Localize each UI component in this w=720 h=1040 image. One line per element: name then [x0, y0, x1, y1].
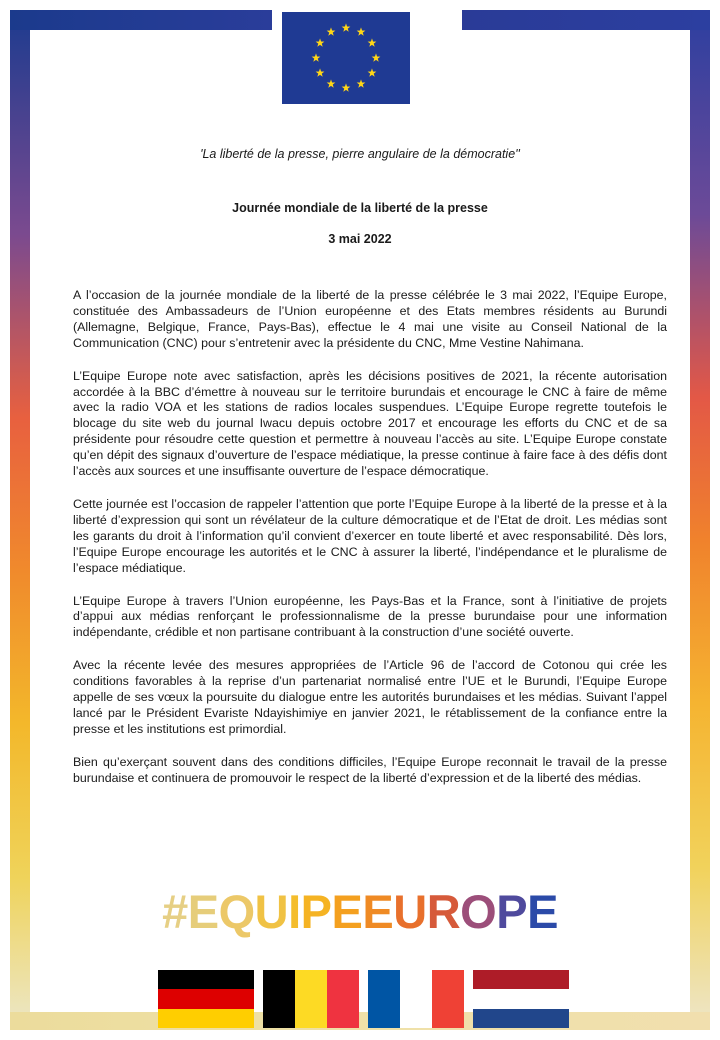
- paragraph: L’Equipe Europe note avec satisfaction, après les décisions positives de 2021, la récente autorisation accordée à la BBC d’émettre à nouveau sur le territoire burundais et encourage le CNC à faire de même avec la radio VOA et les stations de radios locales suspendues. L’Equipe Europe regrette toutefois le blocage du site web du journal Iwacu depuis octobre 2017 et encourage les efforts du CNC et de sa présidente pour résoudre cette question et permettre à nouveau l’accès au site. L’Equipe Europe constate qu’en dépit des signaux d’ouverture de l’espace médiatique, la presse continue à faire face à des défis dont l’accès aux sources et une insuffisante ouverture de l’espace démocratique.: [73, 368, 667, 479]
- member-flags: [158, 970, 568, 1030]
- hashtag-letter: Q: [218, 885, 255, 938]
- flag-france-icon: [368, 970, 464, 1028]
- hashtag-letter: U: [393, 885, 427, 938]
- flag-netherlands-icon: [473, 970, 569, 1028]
- motto: 'La liberté de la presse, pierre angulaire de la démocratie'': [200, 147, 520, 161]
- date-line: 3 mai 2022: [328, 232, 392, 246]
- hashtag-letter: R: [426, 885, 461, 938]
- hashtag-letter: U: [254, 885, 289, 938]
- frame-left-bar: [10, 10, 30, 1030]
- flag-belgium-icon: [263, 970, 359, 1028]
- paragraph: Avec la récente levée des mesures appropriées de l’Article 96 de l’accord de Cotonou qui crée les conditions favorables à la reprise d’un partenariat normalisé entre l’UE et le Burundi, l’Equipe Europe appelle de ses vœux la poursuite du dialogue entre les autorités burundaises et les médias. Suivant l’appel lancé par le Président Evariste Ndayishimiye en janvier 2021, le rétablissement de la confiance entre la presse et les institutions est primordial.: [73, 658, 667, 736]
- paragraph: Bien qu’exerçant souvent dans des conditions difficiles, l’Equipe Europe reconnait le travail de la presse burundaise et continuera de promouvoir le respect de la liberté d’expression et de la liberté des médias.: [73, 754, 667, 785]
- hashtag-letter: P: [300, 885, 332, 938]
- page-title: Journée mondiale de la liberté de la presse: [232, 201, 488, 215]
- hashtag-letter: #: [162, 885, 188, 938]
- hashtag-logo: [40, 884, 680, 939]
- frame-top-right-bar: [462, 10, 710, 30]
- frame-top-left-bar: [10, 10, 272, 30]
- hashtag-letter: O: [460, 885, 497, 938]
- eu-flag-icon: [282, 12, 410, 104]
- hashtag-letter: E: [331, 885, 363, 938]
- press-release-body: [73, 288, 667, 804]
- paragraph: Cette journée est l’occasion de rappeler l’attention que porte l’Equipe Europe à la liberté de la presse et à la liberté d’expression qui sont un révélateur de la culture démocratique et de l’Etat de droit. Les médias sont les garants du droit à l’information qu’il convient d’exercer en toute liberté et avec responsabilité. Dès lors, l’Equipe Europe encourage les autorités et le CNC à assurer la liberté, l’indépendance et le pluralisme de l’espace médiatique.: [73, 496, 667, 575]
- hashtag-letter: P: [496, 885, 528, 938]
- frame-right-bar: [690, 10, 710, 1030]
- paragraph: L’Equipe Europe à travers l’Union européenne, les Pays-Bas et la France, sont à l’initiative de projets d’appui aux médias renforçant le professionnalisme de la presse burundaise pour une information indépendante, crédible et non partisane contribuant à la construction d’une société ouverte.: [73, 593, 667, 640]
- flag-germany-icon: [158, 970, 254, 1028]
- hashtag-letter: I: [288, 885, 301, 938]
- hashtag-letter: E: [527, 885, 558, 938]
- paragraph: A l’occasion de la journée mondiale de la liberté de la presse célébrée le 3 mai 2022, l’Equipe Europe, constituée des Ambassadeurs de l’Union européenne et des Etats membres résidents au Burundi (Allemagne, Belgique, France, Pays-Bas), effectue le 4 mai une visite au Conseil National de la Communication (CNC) pour s’entretenir avec la présidente du CNC, Mme Vestine Nahimana.: [73, 288, 667, 350]
- hashtag-letter: E: [362, 885, 394, 938]
- hashtag-letter: E: [187, 885, 219, 938]
